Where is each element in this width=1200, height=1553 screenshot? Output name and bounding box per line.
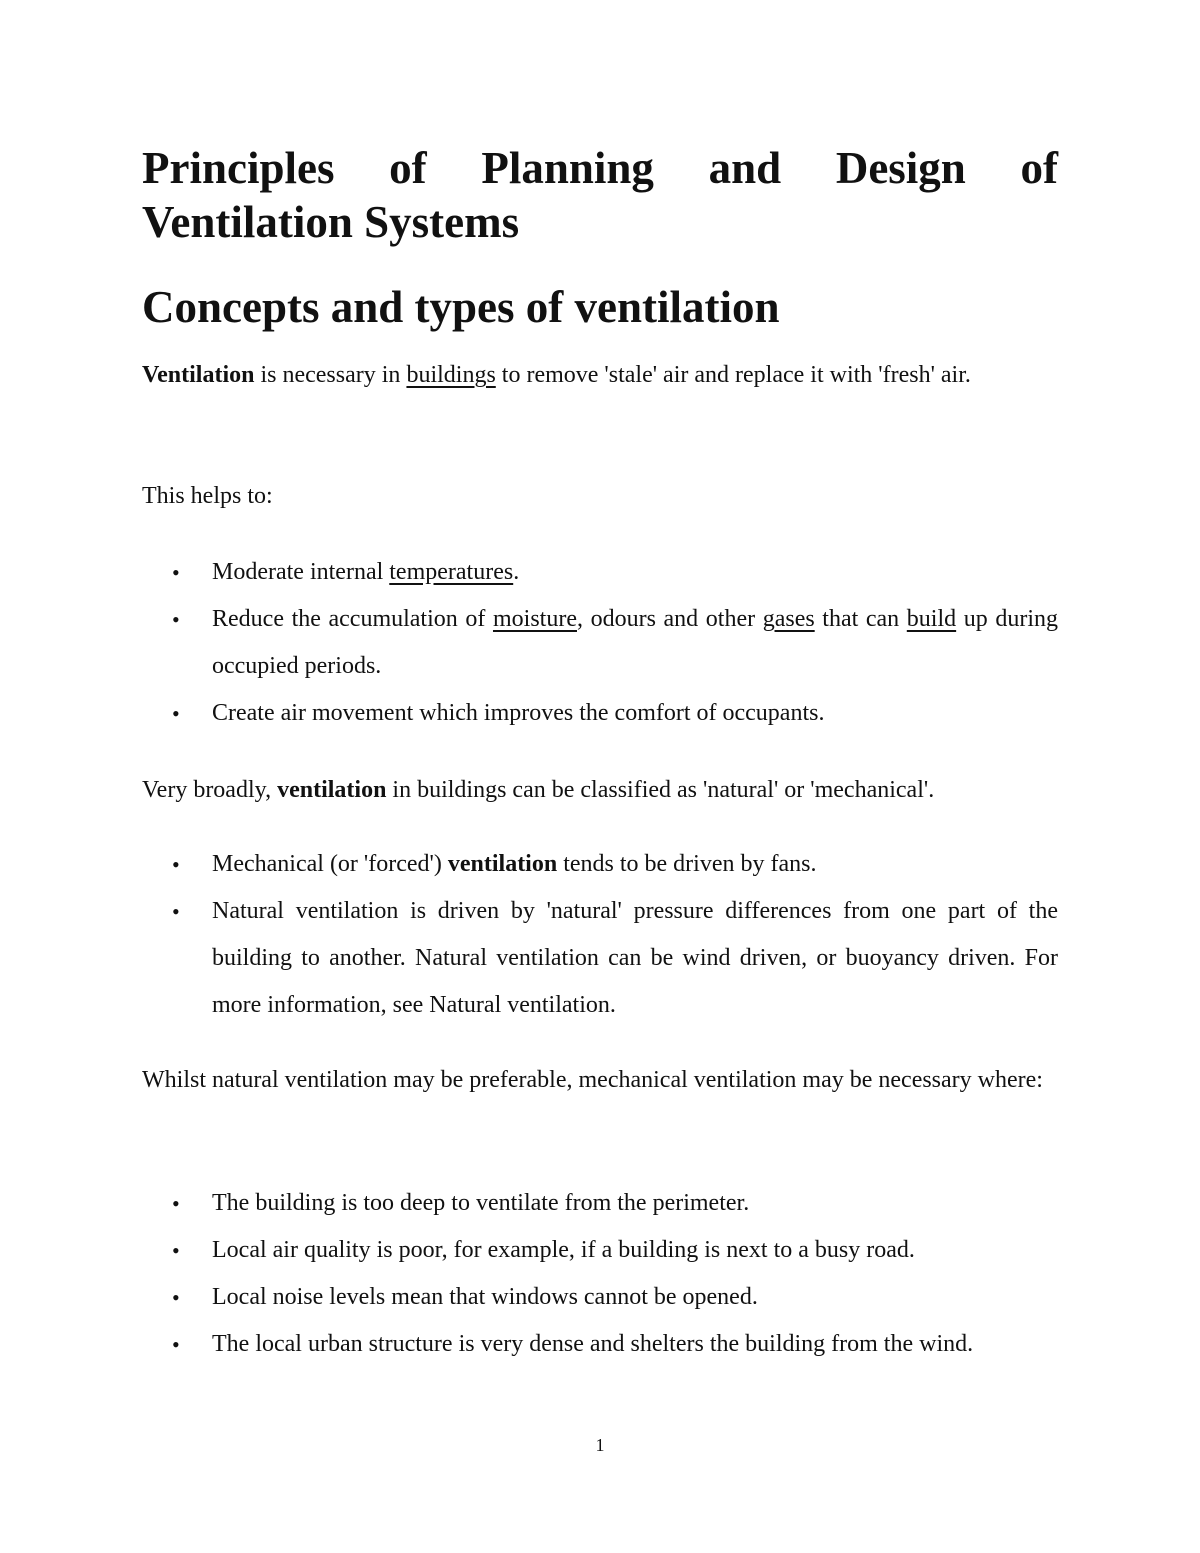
helps-list <box>142 549 1058 737</box>
list-item: • Local air quality is poor, for example, if a building is next to a busy road. <box>142 1227 1058 1274</box>
document-title: Principles of Planning and Design of Ventilation Systems <box>142 143 1058 247</box>
list-item-bold: ventilation <box>447 851 558 877</box>
list-item: • Local noise levels mean that windows cannot be opened. <box>142 1274 1058 1321</box>
classification-paragraph <box>142 767 1058 814</box>
helps-lead: This helps to: <box>142 483 273 509</box>
link-buildings[interactable]: buildings <box>406 362 496 388</box>
list-item-text: Mechanical (or 'forced') <box>212 851 448 877</box>
list-item-text: Reduce the accumulation of <box>212 606 493 632</box>
classification-bold-term: ventilation <box>277 777 387 803</box>
section-heading: Concepts and types of ventilation <box>142 282 780 332</box>
list-item: • The building is too deep to ventilate from the perimeter. <box>142 1180 1058 1227</box>
list-item-text: , odours and other <box>576 606 763 632</box>
list-item-text: that can <box>814 606 907 632</box>
link-build[interactable]: build <box>906 606 957 632</box>
list-item-text: tends to be driven by fans. <box>557 851 817 877</box>
list-item-text: Moderate internal <box>212 559 390 585</box>
link-gases[interactable]: gases <box>762 606 815 632</box>
link-moisture[interactable]: moisture <box>492 606 577 632</box>
list-item-text: . <box>513 559 520 585</box>
list-item <box>142 841 1058 888</box>
types-list <box>142 841 1058 1029</box>
list-item: • The local urban structure is very dense and shelters the building from the wind. <box>142 1321 1058 1368</box>
list-item <box>142 549 1058 596</box>
classification-text-1: Very broadly, <box>142 777 278 803</box>
link-temperatures[interactable]: temperatures <box>389 559 514 585</box>
intro-bold-term: Ventilation <box>142 362 255 388</box>
list-item: • Create air movement which improves the comfort of occupants. <box>142 690 1058 737</box>
list-item: • Natural ventilation is driven by 'natural' pressure differences from one part of the building to another. Natural ventilation can be wind driven, or buoyancy driven. For more information, see Natural ventilation. <box>142 888 1058 1029</box>
list-item-text: up during occupied periods. <box>212 606 1059 679</box>
intro-paragraph <box>142 352 1058 399</box>
reasons-list <box>142 1180 1058 1368</box>
classification-text-2: in buildings can be classified as 'natural' or 'mechanical'. <box>386 777 935 803</box>
intro-text-1: is necessary in <box>254 362 407 388</box>
whilst-paragraph: Whilst natural ventilation may be preferable, mechanical ventilation may be necessary where: <box>142 1067 1043 1093</box>
page-number: 1 <box>595 1435 605 1455</box>
intro-text-2: to remove 'stale' air and replace it with 'fresh' air. <box>495 362 971 388</box>
list-item <box>142 596 1058 690</box>
